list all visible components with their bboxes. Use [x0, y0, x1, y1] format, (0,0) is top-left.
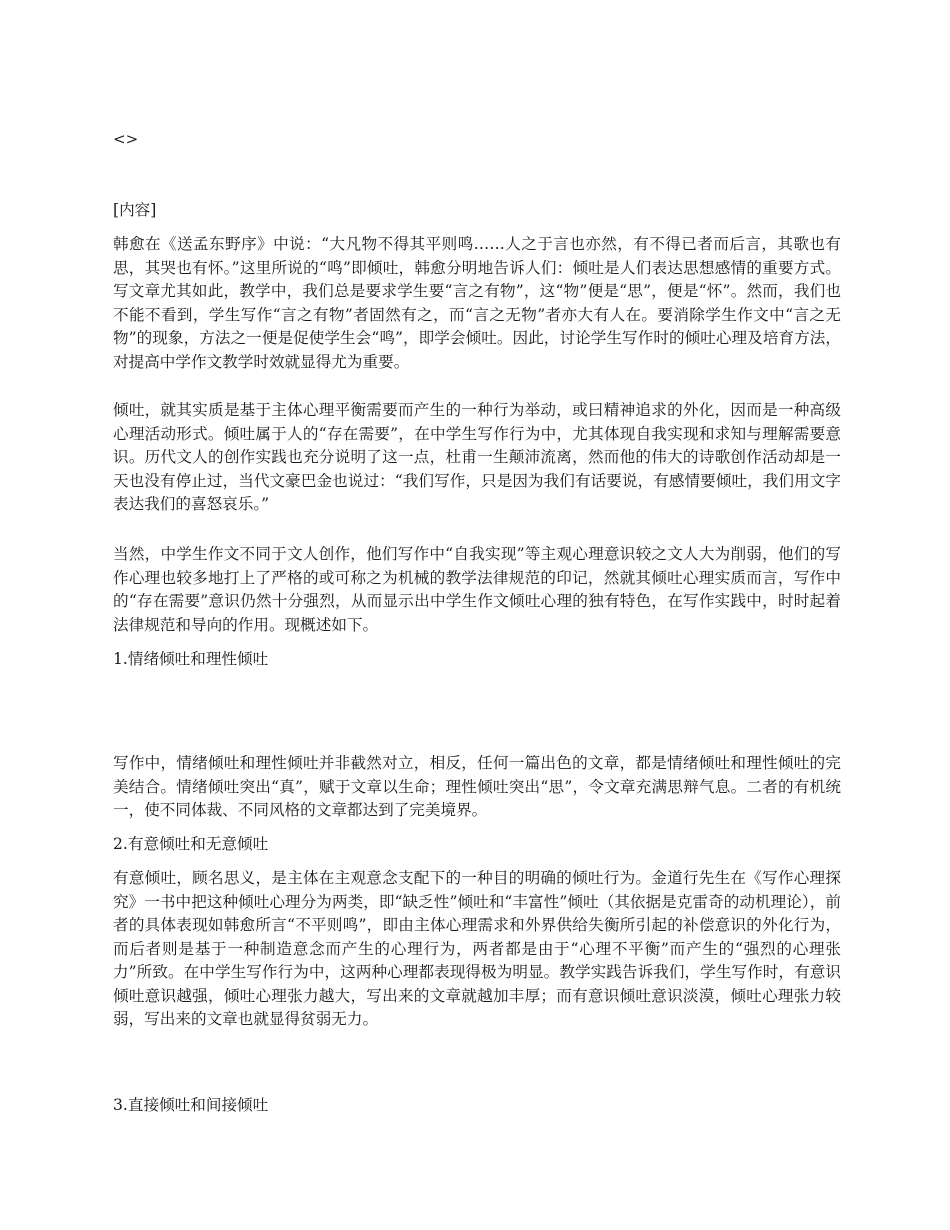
section-heading-1: 1.情绪倾吐和理性倾吐 — [113, 650, 269, 668]
paragraph-intro: 韩愈在《送孟东野序》中说：“大凡物不得其平则鸣……人之于言也亦然，有不得已者而后言，其歌也有思，其哭也有怀。”这里所说的“鸣”即倾吐，韩愈分明地告诉人们：倾吐是人们表达思想感情的重要方式。写文章尤其如此，教学中，我们总是要求学生要“言之有物”，这“物”便是“思”，便是“怀”。然而，我们也不能不看到，学生写作“言之有物”者固然有之，而“言之无物”者亦大有人在。要消除学生作文中“言之无物”的现象，方法之一便是促使学生会“鸣”，即学会倾吐。因此，讨论学生写作时的倾吐心理及培育方法，对提高中学作文教学时效就显得尤为重要。 — [113, 235, 841, 371]
section-heading-3: 3.直接倾吐和间接倾吐 — [113, 1096, 269, 1114]
paragraph-section-2: 有意倾吐，顾名思义，是主体在主观意念支配下的一种目的明确的倾吐行为。金道行先生在《写作心理探究》一书中把这种倾吐心理分为两类，即“缺乏性”倾吐和“丰富性”倾吐（其依据是克雷奇的动机理论），前者的具体表现如韩愈所言“不平则鸣”，即由主体心理需求和外界供给失衡所引起的补偿意识的外化行为，而后者则是基于一种制造意念而产生的心理行为，两者都是由于“心理不平衡”而产生的“强烈的心理张力”所致。在中学生写作行为中，这两种心理都表现得极为明显。教学实践告诉我们，学生写作时，有意识倾吐意识越强，倾吐心理张力越大，写出来的文章就越加丰厚；而有意识倾吐意识淡漠，倾吐心理张力较弱，写出来的文章也就显得贫弱无力。 — [113, 869, 841, 1028]
paragraph-section-1: 写作中，情绪倾吐和理性倾吐并非截然对立，相反，任何一篇出色的文章，都是情绪倾吐和理性倾吐的完美结合。情绪倾吐突出“真”，赋于文章以生命；理性倾吐突出“思”，令文章充满思辩气息。二者的有机统一，使不同体裁、不同风格的文章都达到了完美境界。 — [113, 754, 841, 819]
angle-marker: <> — [113, 130, 139, 148]
paragraph-essence: 倾吐，就其实质是基于主体心理平衡需要而产生的一种行为举动，或曰精神追求的外化，因而是一种高级心理活动形式。倾吐属于人的“存在需要”，在中学生写作行为中，尤其体现自我实现和求知与理解需要意识。历代文人的创作实践也充分说明了这一点，杜甫一生颠沛流离，然而他的伟大的诗歌创作活动却是一天也没有停止过，当代文豪巴金也说过：“我们写作，只是因为我们有话要说，有感情要倾吐，我们用文字表达我们的喜怒哀乐。” — [113, 401, 841, 513]
paragraph-students: 当然，中学生作文不同于文人创作，他们写作中“自我实现”等主观心理意识较之文人大为削弱，他们的写作心理也较多地打上了严格的或可称之为机械的教学法律规范的印记，然就其倾吐心理实质而言，写作中的“存在需要”意识仍然十分强烈，从而显示出中学生作文倾吐心理的独有特色，在写作实践中，时时起着法律规范和导向的作用。现概述如下。 — [113, 545, 841, 634]
content-label: [内容] — [113, 201, 157, 219]
section-heading-2: 2.有意倾吐和无意倾吐 — [113, 835, 269, 853]
